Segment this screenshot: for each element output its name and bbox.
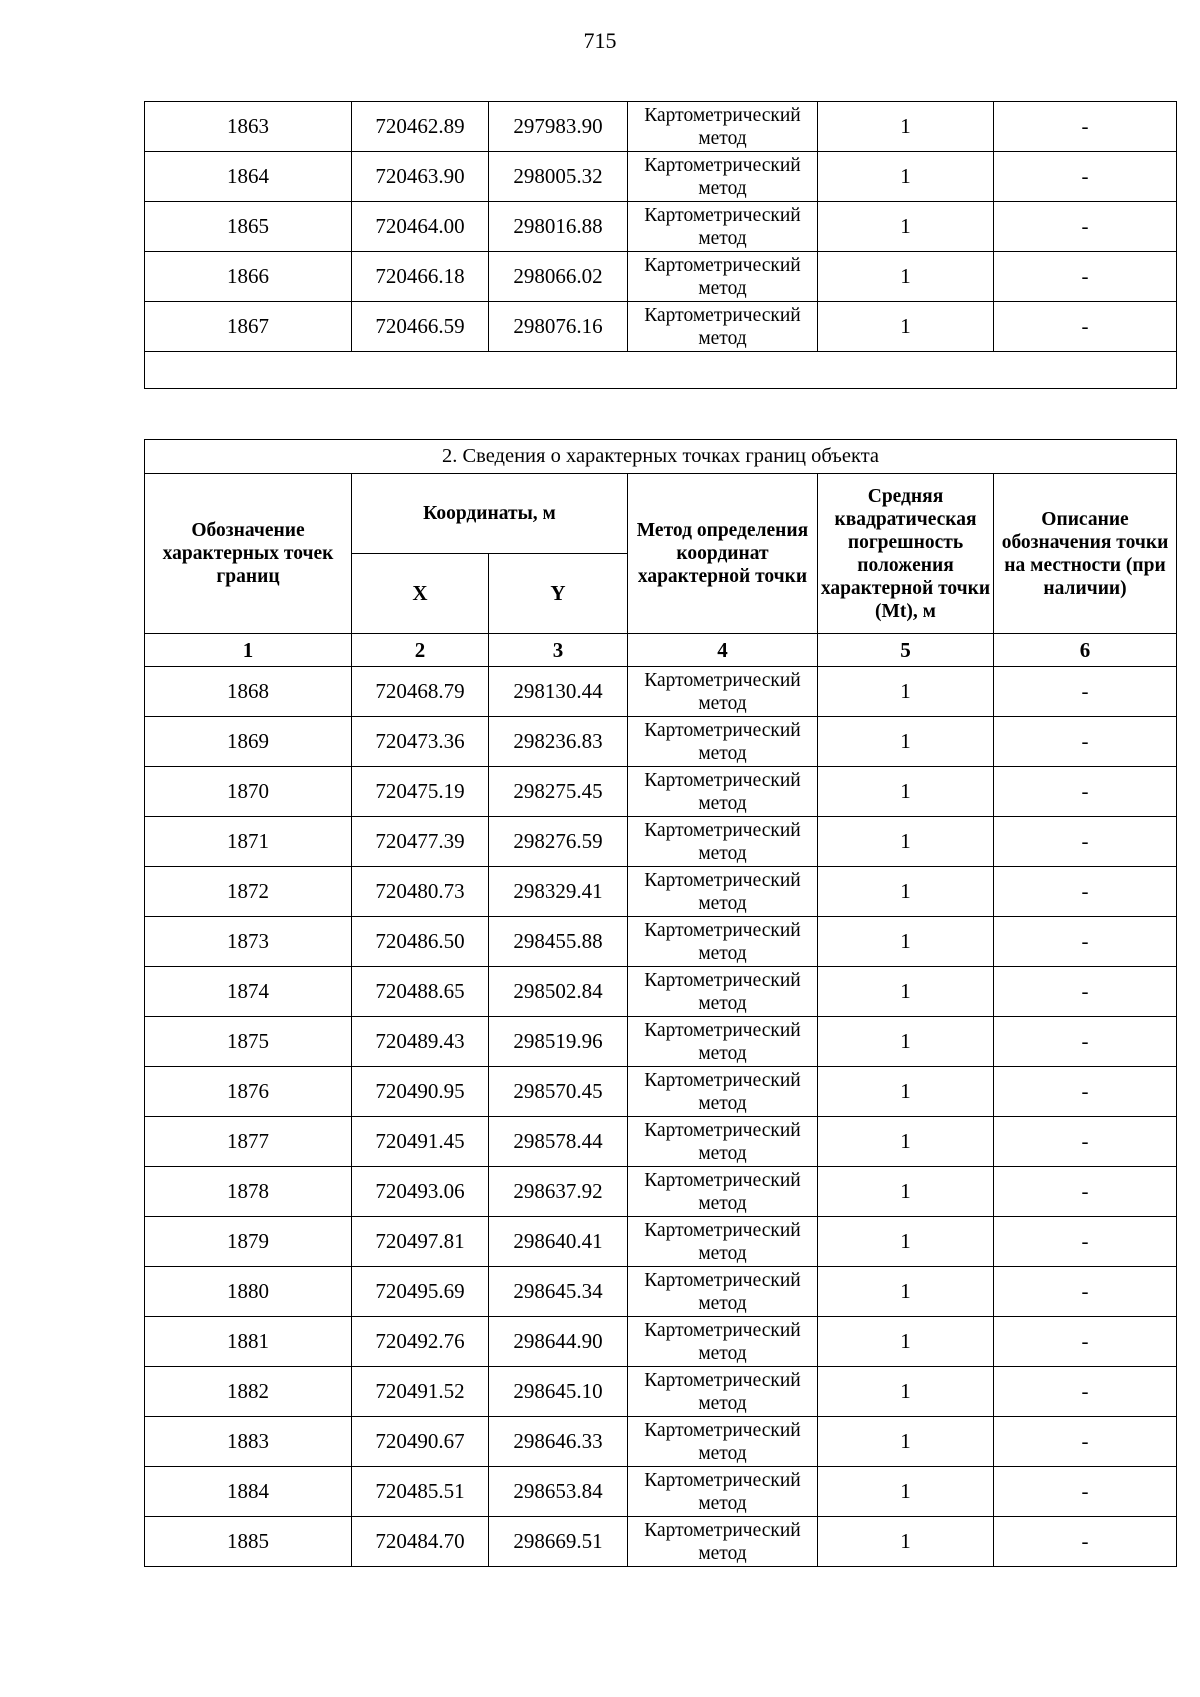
method-cell: Картометрический метод [628,867,818,917]
y-coordinate-cell: 298130.44 [489,667,628,717]
table-row [145,1117,1177,1167]
table-row [145,1217,1177,1267]
method-cell: Картометрический метод [628,302,818,352]
y-coordinate-cell: 298519.96 [489,1017,628,1067]
x-coordinate-cell: 720466.18 [352,252,489,302]
point-number-cell: 1876 [145,1067,352,1117]
description-cell: - [994,1417,1177,1467]
column-number: 4 [628,634,818,667]
method-cell: Картометрический метод [628,917,818,967]
point-number-cell: 1877 [145,1117,352,1167]
y-coordinate-cell: 298329.41 [489,867,628,917]
header-y: Y [489,554,628,634]
description-cell: - [994,667,1177,717]
description-cell: - [994,202,1177,252]
description-cell: - [994,1217,1177,1267]
table-row [145,817,1177,867]
point-number-cell: 1884 [145,1467,352,1517]
x-coordinate-cell: 720475.19 [352,767,489,817]
x-coordinate-cell: 720490.67 [352,1417,489,1467]
description-cell: - [994,817,1177,867]
method-cell: Картометрический метод [628,252,818,302]
mt-value-cell: 1 [818,1117,994,1167]
characteristic-points-body [145,667,1177,1567]
x-coordinate-cell: 720485.51 [352,1467,489,1517]
y-coordinate-cell: 298276.59 [489,817,628,867]
mt-value-cell: 1 [818,1517,994,1567]
mt-value-cell: 1 [818,1267,994,1317]
x-coordinate-cell: 720497.81 [352,1217,489,1267]
y-coordinate-cell: 298236.83 [489,717,628,767]
header-description: Описание обозначения точки на местности (при наличии) [994,474,1177,634]
description-cell: - [994,1267,1177,1317]
header-mt: Средняя квадратическая погрешность положения характерной точки (Mt), м [818,474,994,634]
table-row [145,767,1177,817]
y-coordinate-cell: 298653.84 [489,1467,628,1517]
method-cell: Картометрический метод [628,202,818,252]
y-coordinate-cell: 298645.34 [489,1267,628,1317]
method-cell: Картометрический метод [628,1517,818,1567]
description-cell: - [994,767,1177,817]
mt-value-cell: 1 [818,717,994,767]
table-row [145,1017,1177,1067]
point-number-cell: 1864 [145,152,352,202]
table-row [145,867,1177,917]
x-coordinate-cell: 720495.69 [352,1267,489,1317]
points-table-continued-body [145,102,1177,389]
description-cell: - [994,917,1177,967]
method-cell: Картометрический метод [628,667,818,717]
column-number: 2 [352,634,489,667]
table-row [145,1417,1177,1467]
method-cell: Картометрический метод [628,717,818,767]
method-cell: Картометрический метод [628,1367,818,1417]
point-number-cell: 1871 [145,817,352,867]
header-method: Метод определения координат характерной точки [628,474,818,634]
header-designation: Обозначение характерных точек границ [145,474,352,634]
section-title: 2. Сведения о характерных точках границ объекта [145,440,1177,474]
method-cell: Картометрический метод [628,1067,818,1117]
characteristic-points-table [144,439,1177,1567]
x-coordinate-cell: 720464.00 [352,202,489,252]
description-cell: - [994,1117,1177,1167]
description-cell: - [994,717,1177,767]
table-row [145,152,1177,202]
y-coordinate-cell: 298570.45 [489,1067,628,1117]
method-cell: Картометрический метод [628,1217,818,1267]
point-number-cell: 1883 [145,1417,352,1467]
x-coordinate-cell: 720477.39 [352,817,489,867]
header-coordinates: Координаты, м [352,474,628,554]
y-coordinate-cell: 298644.90 [489,1317,628,1367]
table-row [145,967,1177,1017]
mt-value-cell: 1 [818,767,994,817]
column-number: 6 [994,634,1177,667]
y-coordinate-cell: 298076.16 [489,302,628,352]
method-cell: Картометрический метод [628,1417,818,1467]
page-number: 715 [583,28,617,53]
y-coordinate-cell: 298637.92 [489,1167,628,1217]
method-cell: Картометрический метод [628,102,818,152]
mt-value-cell: 1 [818,1367,994,1417]
point-number-cell: 1885 [145,1517,352,1567]
method-cell: Картометрический метод [628,1467,818,1517]
mt-value-cell: 1 [818,1417,994,1467]
point-number-cell: 1869 [145,717,352,767]
description-cell: - [994,1017,1177,1067]
table-row [145,667,1177,717]
x-coordinate-cell: 720486.50 [352,917,489,967]
mt-value-cell: 1 [818,1017,994,1067]
y-coordinate-cell: 298016.88 [489,202,628,252]
mt-value-cell: 1 [818,667,994,717]
x-coordinate-cell: 720491.45 [352,1117,489,1167]
method-cell: Картометрический метод [628,1167,818,1217]
point-number-cell: 1870 [145,767,352,817]
column-number-row [145,634,1177,667]
column-number: 3 [489,634,628,667]
method-cell: Картометрический метод [628,1267,818,1317]
table-row [145,302,1177,352]
y-coordinate-cell: 298502.84 [489,967,628,1017]
table-row [145,917,1177,967]
point-number-cell: 1878 [145,1167,352,1217]
mt-value-cell: 1 [818,1467,994,1517]
description-cell: - [994,1367,1177,1417]
method-cell: Картометрический метод [628,817,818,867]
y-coordinate-cell: 297983.90 [489,102,628,152]
point-number-cell: 1879 [145,1217,352,1267]
points-table-continued [144,101,1177,389]
table-row [145,1067,1177,1117]
description-cell: - [994,967,1177,1017]
table-row [145,717,1177,767]
point-number-cell: 1865 [145,202,352,252]
point-number-cell: 1881 [145,1317,352,1367]
point-number-cell: 1873 [145,917,352,967]
column-number: 5 [818,634,994,667]
empty-row [145,352,1177,389]
table-row [145,1367,1177,1417]
method-cell: Картометрический метод [628,152,818,202]
mt-value-cell: 1 [818,817,994,867]
mt-value-cell: 1 [818,1317,994,1367]
y-coordinate-cell: 298275.45 [489,767,628,817]
mt-value-cell: 1 [818,867,994,917]
x-coordinate-cell: 720492.76 [352,1317,489,1367]
y-coordinate-cell: 298646.33 [489,1417,628,1467]
mt-value-cell: 1 [818,917,994,967]
x-coordinate-cell: 720493.06 [352,1167,489,1217]
x-coordinate-cell: 720489.43 [352,1017,489,1067]
point-number-cell: 1863 [145,102,352,152]
x-coordinate-cell: 720484.70 [352,1517,489,1567]
table-row [145,1467,1177,1517]
table-row [145,102,1177,152]
method-cell: Картометрический метод [628,1117,818,1167]
x-coordinate-cell: 720462.89 [352,102,489,152]
table-row [145,1317,1177,1367]
y-coordinate-cell: 298066.02 [489,252,628,302]
column-number: 1 [145,634,352,667]
method-cell: Картометрический метод [628,1317,818,1367]
mt-value-cell: 1 [818,152,994,202]
mt-value-cell: 1 [818,202,994,252]
description-cell: - [994,1317,1177,1367]
x-coordinate-cell: 720490.95 [352,1067,489,1117]
description-cell: - [994,1167,1177,1217]
mt-value-cell: 1 [818,1217,994,1267]
description-cell: - [994,152,1177,202]
point-number-cell: 1874 [145,967,352,1017]
x-coordinate-cell: 720480.73 [352,867,489,917]
y-coordinate-cell: 298578.44 [489,1117,628,1167]
x-coordinate-cell: 720466.59 [352,302,489,352]
mt-value-cell: 1 [818,1067,994,1117]
description-cell: - [994,302,1177,352]
mt-value-cell: 1 [818,252,994,302]
x-coordinate-cell: 720468.79 [352,667,489,717]
point-number-cell: 1867 [145,302,352,352]
point-number-cell: 1866 [145,252,352,302]
table-row [145,1517,1177,1567]
point-number-cell: 1868 [145,667,352,717]
x-coordinate-cell: 720488.65 [352,967,489,1017]
description-cell: - [994,102,1177,152]
point-number-cell: 1882 [145,1367,352,1417]
x-coordinate-cell: 720491.52 [352,1367,489,1417]
description-cell: - [994,1517,1177,1567]
point-number-cell: 1880 [145,1267,352,1317]
y-coordinate-cell: 298455.88 [489,917,628,967]
y-coordinate-cell: 298640.41 [489,1217,628,1267]
description-cell: - [994,1067,1177,1117]
point-number-cell: 1875 [145,1017,352,1067]
mt-value-cell: 1 [818,967,994,1017]
table-row [145,252,1177,302]
header-x: X [352,554,489,634]
mt-value-cell: 1 [818,302,994,352]
y-coordinate-cell: 298669.51 [489,1517,628,1567]
y-coordinate-cell: 298005.32 [489,152,628,202]
table-row [145,1267,1177,1317]
mt-value-cell: 1 [818,1167,994,1217]
mt-value-cell: 1 [818,102,994,152]
method-cell: Картометрический метод [628,1017,818,1067]
y-coordinate-cell: 298645.10 [489,1367,628,1417]
method-cell: Картометрический метод [628,967,818,1017]
description-cell: - [994,252,1177,302]
empty-cell [145,352,1177,389]
description-cell: - [994,867,1177,917]
x-coordinate-cell: 720463.90 [352,152,489,202]
description-cell: - [994,1467,1177,1517]
point-number-cell: 1872 [145,867,352,917]
x-coordinate-cell: 720473.36 [352,717,489,767]
table-row [145,1167,1177,1217]
method-cell: Картометрический метод [628,767,818,817]
table-row [145,202,1177,252]
